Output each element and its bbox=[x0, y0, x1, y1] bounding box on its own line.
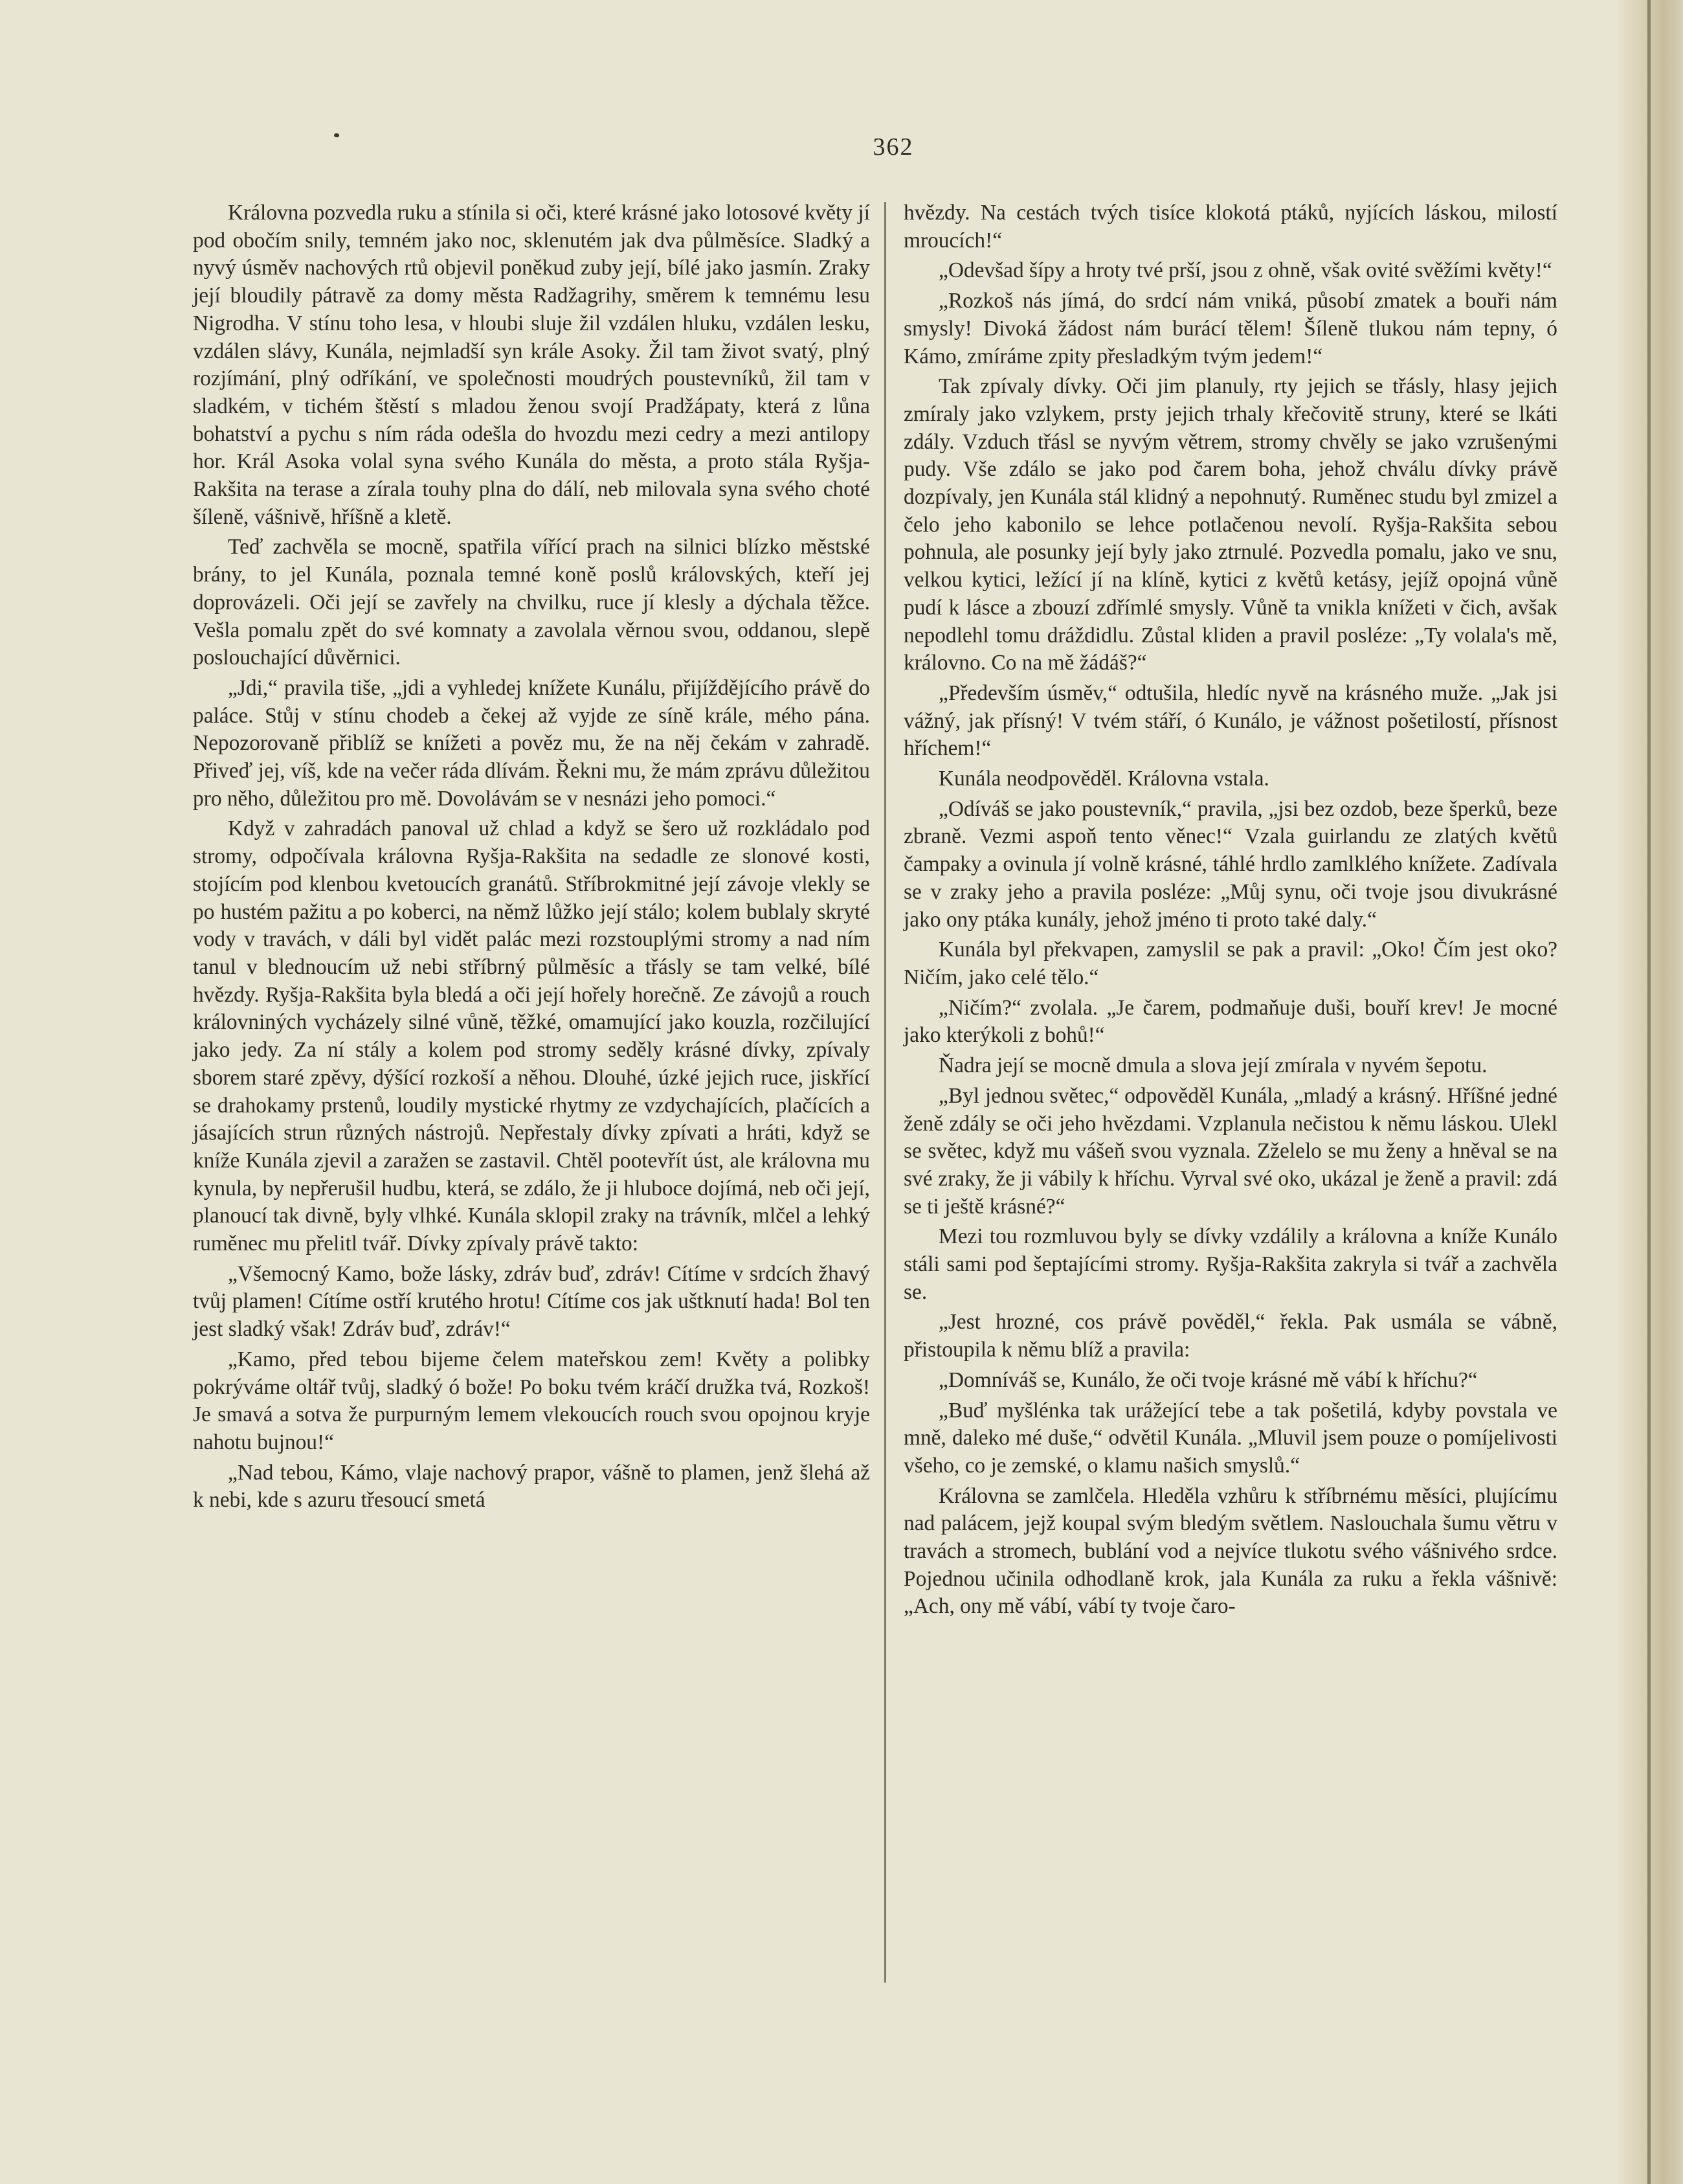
paragraph: „Odíváš se jako poustevník,“ pravila, „jsi bez ozdob, beze šperků, beze zbraně. Vezmi aspoň tento věnec!“ Vzala guirlandu ze zlatých květů čampaky a ovinula jí volně krásné, táhlé hrdlo zamlklého knížete. Zadívala se v zraky jeho a pravila posléze: „Můj synu, oči tvoje jsou divukrásné jako ony ptáka kunály, jehož jméno ti proto také daly.“ bbox=[904, 796, 1557, 932]
page-edge-line bbox=[1647, 0, 1651, 2184]
paragraph: „Ničím?“ zvolala. „Je čarem, podmaňuje duši, bouří krev! Je mocné jako kterýkoli z bohů!“ bbox=[904, 995, 1557, 1048]
left-column bbox=[193, 199, 870, 1517]
paragraph: „Všemocný Kamo, bože lásky, zdráv buď, zdráv! Cítíme v srdcích žhavý tvůj plamen! Cítíme ostří krutého hrotu! Cítíme cos jak uštknutí hada! Bol ten jest sladký však! Zdráv buď, zdráv!“ bbox=[193, 1261, 870, 1342]
paragraph: „Byl jednou světec,“ odpověděl Kunála, „mladý a krásný. Hříšné jedné ženě zdály se oči jeho hvězdami. Vzplanula nečistou k němu láskou. Ulekl se světec, když mu vášeň svou vyznala. Zželelo se mu ženy a hněval se na své zraky, že ji vábily k hříchu. Vyrval své oko, ukázal je ženě a pravil: zdá se ti ještě krásné?“ bbox=[904, 1083, 1557, 1219]
paragraph: Když v zahradách panoval už chlad a když se šero už rozkládalo pod stromy, odpočívala královna Ryšja-Rakšita na sedadle ze slonové kosti, stojícím pod klenbou kvetoucích granátů. Stříbrokmitné její závoje vlekly se po hustém pažitu a po koberci, na němž lůžko její stálo; kolem bublaly skryté vody v travách, v dáli byl vidět palác mezi rozstouplými stromy a nad ním tanul v blednoucím už nebi stříbrný půlměsíc a třásly se tam velké, bílé hvězdy. Ryšja-Rakšita byla bledá a oči její hořely horečně. Ze závojů a rouch královniných vycházely silné vůně, těžké, omamující jako kouzla, rozčilující jako jedy. Za ní stály a kolem pod stromy seděly krásné dívky, zpívaly sborem staré zpěvy, dýšící rozkoší a něhou. Dlouhé, úzké jejich ruce, jiskřící se drahokamy prstenů, loudily mystické rhytmy ze vzdychajících, plačících a jásajících strun různých nástrojů. Nepřestaly dívky zpívati a hráti, když se kníže Kunála zjevil a zaražen se zastavil. Chtěl pootevřít úst, ale královna mu kynula, by nepřerušil hudbu, která, se zdálo, že ji hluboce dojímá, neb oči její, planoucí tak divně, byly vlhké. Kunála sklopil zraky na trávník, mlčel a lehký ruměnec mu přelitl tvář. Dívky zpívaly právě takto: bbox=[193, 816, 870, 1256]
paragraph: Kunála neodpověděl. Královna vstala. bbox=[939, 767, 1269, 791]
paragraph: „Kamo, před tebou bijeme čelem mateřskou zem! Květy a polibky pokrýváme oltář tvůj, sladký ó bože! Po boku tvém kráčí družka tvá, Rozkoš! Je smavá a sotva že purpurným lemem vlekoucích rouch svou opojnou kryje nahotu bujnou!“ bbox=[193, 1347, 870, 1454]
paragraph: „Odevšad šípy a hroty tvé prší, jsou z ohně, však ovité svěžími květy!“ bbox=[939, 258, 1552, 283]
ink-speck bbox=[334, 133, 339, 137]
paragraph: Ňadra její se mocně dmula a slova její zmírala v nyvém šepotu. bbox=[939, 1053, 1488, 1078]
paragraph: „Buď myšlénka tak urážející tebe a tak pošetilá, kdyby povstala ve mně, daleko mé duše,“ odvětil Kunála. „Mluvil jsem pouze o pomíjelivosti všeho, co je zemské, o klamu našich smyslů.“ bbox=[904, 1398, 1557, 1478]
paragraph: Teď zachvěla se mocně, spatřila vířící prach na silnici blízko městské brány, to jel Kunála, poznala temné koně poslů královských, kteří jej doprovázeli. Oči její se zavřely na chvilku, ruce jí klesly a dýchala těžce. Vešla pomalu zpět do své komnaty a zavolala věrnou svou, oddanou, slepě poslouchající důvěrnici. bbox=[193, 535, 870, 670]
page-number: 362 bbox=[873, 133, 914, 161]
paragraph: „Především úsměv,“ odtušila, hledíc nyvě na krásného muže. „Jak jsi vážný, jak přísný! V tvém stáří, ó Kunálo, je vážnost pošetilostí, přísnost hříchem!“ bbox=[904, 681, 1557, 761]
paragraph-continuation: hvězdy. Na cestách tvých tisíce klokotá ptáků, nyjících láskou, milostí mroucích!“ bbox=[904, 201, 1557, 253]
paragraph: „Jest hrozné, cos právě pověděl,“ řekla. Pak usmála se vábně, přistoupila k němu blíž a pravila: bbox=[904, 1310, 1557, 1362]
column-divider bbox=[884, 202, 886, 1983]
paragraph: „Nad tebou, Kámo, vlaje nachový prapor, vášně to plamen, jenž šlehá až k nebi, kde s azuru třesoucí smetá bbox=[193, 1460, 870, 1513]
page-edge-shadow bbox=[1618, 0, 1683, 2184]
paragraph: Královna se zamlčela. Hleděla vzhůru k stříbrnému měsíci, plujícímu nad palácem, jejž koupal svým bledým světlem. Naslouchala šumu větru v travách a stromech, bublání vod a nejvíce tlukotu svého vášnivého srdce. Pojednou učinila odhodlaně krok, jala Kunála za ruku a řekla vášnivě: „Ach, ony mě vábí, vábí ty tvoje čaro- bbox=[904, 1483, 1557, 1619]
paragraph: „Jdi,“ pravila tiše, „jdi a vyhledej knížete Kunálu, přijíždějícího právě do paláce. Stůj v stínu chodeb a čekej až vyjde ze síně krále, mého pána. Nepozorovaně přiblíž se knížeti a pověz mu, že na něj čekám v zahradě. Přiveď jej, víš, kde na večer ráda dlívám. Řekni mu, že mám zprávu důležitou pro něho, důležitou pro mě. Dovolávám se v nesnázi jeho pomoci.“ bbox=[193, 675, 870, 811]
paragraph: Královna pozvedla ruku a stínila si oči, které krásné jako lotosové květy jí pod obočím snily, temném jako noc, sklenutém jak dva půlměsíce. Sladký a nyvý úsměv nachových rtů objevil poněkud zuby její, bílé jako jasmín. Zraky její bloudily pátravě za domy města Radžagrihy, směrem k temnému lesu Nigrodha. V stínu toho lesa, v hloubi sluje žil vzdálen hluku, vzdálen lesku, vzdálen slávy, Kunála, nejmladší syn krále Asoky. Žil tam život svatý, plný rozjímání, plný odříkání, ve společnosti moudrých poustevníků, žil tam v sladkém, v tichém štěstí s mladou ženou svojí Pradžápaty, která z lůna bohatství a pychu s ním ráda odešla do hvozdu mezi cedry a mezi antilopy hor. Král Asoka volal syna svého Kunála do města, a proto stála Ryšja-Rakšita na terase a zírala touhy plna do dálí, neb milovala syna svého choté šíleně, vášnivě, hříšně a kletě. bbox=[193, 201, 870, 529]
paragraph: „Domníváš se, Kunálo, že oči tvoje krásné mě vábí k hříchu?“ bbox=[939, 1368, 1478, 1392]
paragraph: Mezi tou rozmluvou byly se dívky vzdálily a královna a kníže Kunálo stáli sami pod šeptajícími stromy. Ryšja-Rakšita zakryla si tvář a zachvěla se. bbox=[904, 1224, 1557, 1304]
paragraph: Kunála byl překvapen, zamyslil se pak a pravil: „Oko! Čím jest oko? Ničím, jako celé tělo.“ bbox=[904, 938, 1557, 989]
right-column bbox=[904, 199, 1557, 1623]
paragraph: „Rozkoš nás jímá, do srdcí nám vniká, působí zmatek a bouři nám smysly! Divoká žádost nám burácí tělem! Šíleně tlukou nám tepny, ó Kámo, zmíráme zpity přesladkým tvým jedem!“ bbox=[904, 289, 1557, 368]
paragraph: Tak zpívaly dívky. Oči jim planuly, rty jejich se třásly, hlasy jejich zmíraly jako vzlykem, prsty jejich trhaly křečovitě struny, které se lkáti zdály. Vzduch třásl se nyvým větrem, stromy chvěly se jako vzrušenými pudy. Vše zdálo se jako pod čarem boha, jehož chválu dívky právě dozpívaly, jen Kunála stál klidný a nepohnutý. Ruměnec studu byl zmizel a čelo jeho kabonilo se lehce potlačenou nevolí. Ryšja-Rakšita sebou pohnula, ale posunky její byly jako ztrnulé. Pozvedla pomalu, jako ve snu, velkou kytici, ležící jí na klíně, kytici z květů ketásy, jejíž opojná vůně pudí k lásce a zbouzí zdřímlé smysly. Vůně ta vnikla knížeti v čich, avšak nepodlehl tomu dráždidlu. Zůstal kliden a pravil posléze: „Ty volala's mě, královno. Co na mě žádáš?“ bbox=[904, 374, 1557, 675]
